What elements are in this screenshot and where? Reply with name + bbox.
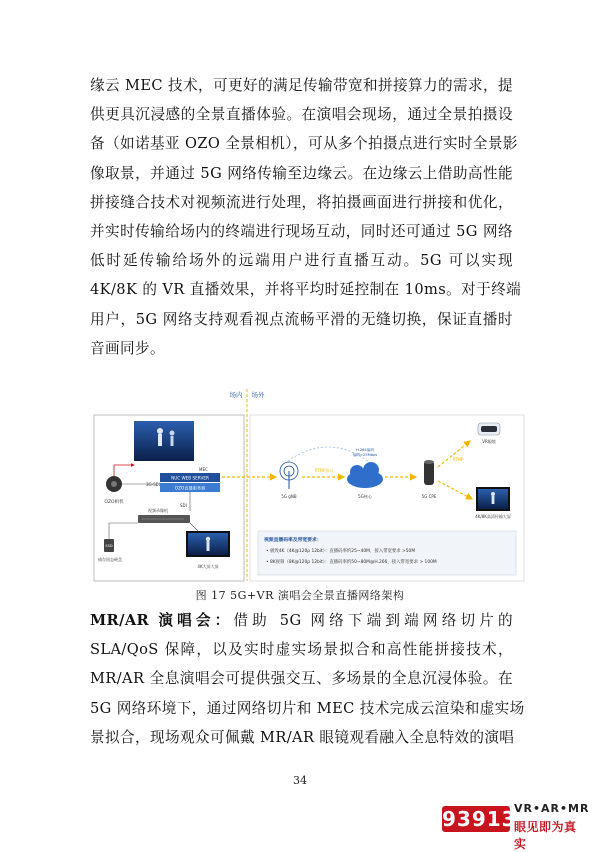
watermark-number: 93913 [442, 807, 517, 831]
watermark-top-text: VR•AR•MR [514, 802, 590, 815]
inside-label: 场内 [229, 391, 243, 399]
paragraph-line: 低时延传输给场外的远端用户进行直播互动。5G 可以实现 [90, 252, 513, 270]
paragraph-line: 像取景，并通过 5G 网络传输至边缘云。在边缘云上借助高性能 [90, 164, 513, 182]
ozo-server-label: OZO直播服务器 [174, 485, 206, 491]
vr-headset-icon [478, 423, 500, 435]
storage-label: 储存固态硬盘 [98, 557, 122, 562]
requirement-item: • 极致4K（4K@120p 12bit）：直播码率约25~40M，接入带宽要求 >50M [266, 549, 416, 554]
paragraph-line: SLA/QoS 保障，以及实时虚实场景拟合和高性能拼接技术， [90, 641, 513, 659]
paragraph-line: 并实时传输给场内的终端进行现场互动，同时还可通过 5G 网络 [90, 223, 513, 241]
body-paragraph-1 [90, 71, 522, 363]
paragraph-line: 5G 网络环境下，通过网络切片和 MEC 技术完成云渲染和虚实场 [90, 699, 525, 717]
outside-label: 场外 [251, 391, 265, 399]
paragraph-text: 借助 5G 网络下端到端网络切片的 [233, 612, 513, 629]
rtmp-label-1: RTMP协议 [314, 468, 334, 473]
core-label: 5G核心 [358, 494, 372, 499]
paragraph-line [90, 606, 513, 635]
network-architecture-figure [88, 381, 528, 584]
gnb-label: 5G gNB [281, 494, 297, 499]
paragraph-line: 景拟合，现场观众可佩戴 MR/AR 眼镜观看融入全息特效的演唱 [90, 728, 515, 746]
requirements-title: 视频直播码率及带宽要求： [264, 538, 322, 543]
paragraph-line: 缘云 MEC 技术，可更好的满足传输带宽和拼接算力的需求，提 [90, 77, 513, 94]
rtmp-label-2: RTMP [452, 457, 464, 462]
recorder-label: 视频录像机 [148, 508, 168, 513]
cloud-note-1: H.264编码 [356, 448, 374, 452]
ssd-label: SSD [105, 544, 113, 548]
bold-lead: MR/AR 演唱会： [90, 612, 234, 629]
tv-label: 4K大屏大屏 [197, 564, 219, 569]
paragraph-line: 备（如诺基亚 OZO 全景相机），可从多个拍摄点进行实时全景影 [90, 135, 518, 153]
cpe-label: 5G CPE [421, 494, 437, 499]
cpe-icon [424, 461, 434, 485]
watermark-bottom-text: 眼见即为真实 [514, 820, 577, 851]
paragraph-line: 音画同步。 [90, 339, 165, 357]
nuc-label: NUC WEB SERVER [171, 475, 209, 481]
mec-label: MEC [199, 467, 208, 472]
paragraph-line: 用户，5G 网络支持观看视点流畅平滑的无缝切换，保证直播时 [90, 310, 513, 328]
paragraph-line: 4K/8K 的 VR 直播效果，并将平均时延控制在 10ms。对于终端 [90, 281, 522, 299]
page-number: 34 [293, 774, 307, 787]
body-paragraph-2 [90, 606, 525, 752]
cloud-note-2: 编码>25Mbps [352, 453, 378, 457]
stage-photo [134, 421, 194, 461]
big-screen-label: 4K/8K高清传输大屏 [475, 514, 511, 519]
requirement-item: • 8K视频（8K@120p 12bit）：直播码率约50~80M@H.266，接入带宽要求 > 100M [266, 560, 437, 565]
paragraph-line: 拼接缝合技术对视频流进行处理，将拍摄画面进行拼接和优化， [90, 193, 513, 211]
paragraph-line: 供更具沉浸感的全景直播体验。在演唱会现场，通过全景拍摄设 [90, 106, 513, 124]
ozo-camera-label: OZO相机 [104, 500, 124, 505]
sdi-label: 3G-SDI [146, 482, 160, 487]
sdi-label-2: SDI [180, 503, 187, 508]
vr-headset-label: VR眼镜 [482, 439, 496, 444]
paragraph-line: MR/AR 全息演唱会可提供强交互、多场景的全息沉浸体验。在 [90, 670, 513, 688]
watermark-logo [442, 800, 590, 851]
figure-caption: 图 17 5G+VR 演唱会全景直播网络架构 [195, 589, 405, 602]
